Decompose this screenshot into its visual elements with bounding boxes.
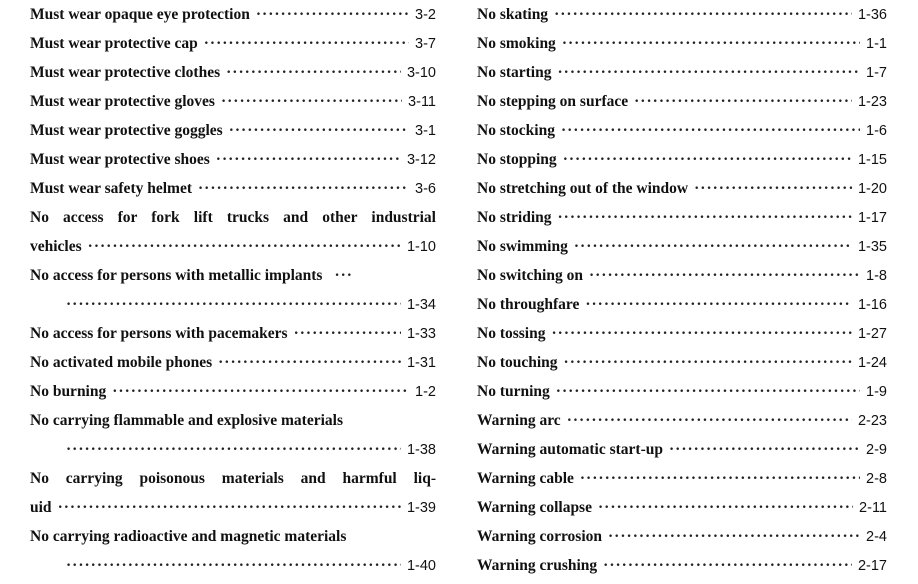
page-reference: 1-34 [406,297,436,313]
index-term: Warning crushing [477,557,598,574]
index-entry [477,435,887,464]
page-reference: 1-17 [857,210,887,226]
page-reference: 2-8 [866,471,887,487]
index-entry [477,116,887,145]
page-reference: 1-31 [406,355,436,371]
dot-leader [561,116,860,145]
dot-leader [564,348,852,377]
index-entry [477,348,887,377]
dot-leader [567,406,852,435]
dot-leader [554,0,852,29]
index-entry [477,319,887,348]
dot-leader [218,348,401,377]
dot-leader [226,58,401,87]
dot-leader [608,522,860,551]
dot-leader [88,232,401,261]
index-entry [477,203,887,232]
dot-leader [294,319,401,348]
index-term: Must wear safety helmet [30,180,192,197]
index-entry [30,116,436,145]
index-term: No stopping [477,151,557,168]
page-reference: 2-23 [857,413,887,429]
index-entry [30,261,436,290]
index-entry [30,319,436,348]
index-term: No stretching out of the window [477,180,689,197]
dot-leader [580,464,860,493]
dot-leader [66,290,401,319]
index-entry [477,0,887,29]
index-term: Warning cable [477,470,574,487]
index-term: No tossing [477,325,546,342]
dot-leader [589,261,860,290]
dot-leader [558,203,852,232]
page-reference: 1-10 [406,239,436,255]
index-entry [30,348,436,377]
dot-leader [551,319,851,348]
index-term: vehicles [30,238,82,255]
index-term: Must wear opaque eye protection [30,6,250,23]
index-term: Must wear protective goggles [30,122,223,139]
index-entry [30,464,436,493]
index-entry [30,174,436,203]
index-entry [30,290,436,319]
dot-leader [221,87,402,116]
index-term: Must wear protective shoes [30,151,210,168]
page-reference: 1-38 [406,442,436,458]
index-term: No access for persons with pacemakers [30,325,288,342]
index-column-right [477,0,887,580]
index-entry [477,261,887,290]
index-term: No stepping on surface [477,93,629,110]
index-term: No carrying flammable and explosive materials [30,412,343,429]
page-reference: 3-6 [415,181,436,197]
dot-leader [563,145,852,174]
page-reference: 1-2 [415,384,436,400]
dot-leader [334,261,353,290]
page-reference: 2-9 [866,442,887,458]
index-entry [477,551,887,580]
index-term: No carrying radioactive and magnetic materials [30,528,347,545]
index-entry [477,58,887,87]
index-term: No skating [477,6,549,23]
page-reference: 3-7 [415,36,436,52]
page-reference: 1-39 [406,500,436,516]
dot-leader [204,29,409,58]
dot-leader [66,551,401,580]
page-reference: 1-16 [857,297,887,313]
index-entry [30,232,436,261]
index-entry [477,87,887,116]
index-term: Warning corrosion [477,528,603,545]
index-term: Warning automatic start-up [477,441,663,458]
dot-leader [694,174,852,203]
index-entry [477,174,887,203]
dot-leader [585,290,852,319]
index-term: Must wear protective clothes [30,64,221,81]
dot-leader [58,493,401,522]
index-term: Warning arc [477,412,561,429]
page-reference: 3-11 [408,94,436,110]
index-term: No smoking [477,35,556,52]
index-term: Warning collapse [477,499,592,516]
dot-leader [216,145,401,174]
page-reference: 1-1 [866,36,887,52]
page-reference: 1-9 [866,384,887,400]
dot-leader [562,29,860,58]
index-entry [477,29,887,58]
index-entry [30,406,436,435]
index-term: No turning [477,383,550,400]
page-reference: 1-20 [857,181,887,197]
page-reference: 1-33 [406,326,436,342]
index-entry [477,493,887,522]
index-entry [30,493,436,522]
index-entry [30,145,436,174]
page-reference: 3-10 [406,65,436,81]
index-entry [477,232,887,261]
index-column-left [30,0,436,580]
index-entry [477,145,887,174]
dot-leader [634,87,852,116]
index-term: Must wear protective gloves [30,93,215,110]
dot-leader [256,0,409,29]
dot-leader [112,377,409,406]
index-term: No starting [477,64,552,81]
dot-leader [198,174,409,203]
page-reference: 1-7 [866,65,887,81]
dot-leader [557,58,860,87]
dot-leader [603,551,852,580]
page-reference: 1-6 [866,123,887,139]
index-term: No striding [477,209,552,226]
dot-leader [229,116,409,145]
index-term: No access for fork lift trucks and other industrial [30,209,436,226]
index-term: No stocking [477,122,555,139]
index-entry [30,522,436,551]
index-term: uid [30,499,52,516]
index-term: No activated mobile phones [30,354,213,371]
dot-leader [574,232,852,261]
index-entry [477,290,887,319]
dot-leader [556,377,860,406]
index-entry [30,58,436,87]
index-entry [30,0,436,29]
index-term: No switching on [477,267,583,284]
index-entry [30,551,436,580]
index-term: No access for persons with metallic implants [30,267,323,284]
page-reference: 1-35 [857,239,887,255]
page-reference: 1-15 [857,152,887,168]
index-entry [477,522,887,551]
page-reference: 1-27 [857,326,887,342]
page-reference: 2-4 [866,529,887,545]
index-term: No carrying poisonous materials and harmful liq- [30,470,436,487]
index-entry [477,406,887,435]
index-entry [30,377,436,406]
index-term: No touching [477,354,558,371]
index-entry [30,29,436,58]
index-term: No burning [30,383,107,400]
dot-leader [66,435,401,464]
page-reference: 2-11 [859,500,887,516]
index-entry [30,203,436,232]
index-entry [477,464,887,493]
page-reference: 3-1 [415,123,436,139]
index-entry [30,87,436,116]
page-reference: 2-17 [857,558,887,574]
page-reference: 3-12 [406,152,436,168]
page-reference: 1-8 [866,268,887,284]
index-term: No throughfare [477,296,580,313]
page-reference: 3-2 [415,7,436,23]
page-reference: 1-24 [857,355,887,371]
page-reference: 1-23 [857,94,887,110]
dot-leader [669,435,860,464]
page-reference: 1-36 [857,7,887,23]
page-reference: 1-40 [406,558,436,574]
index-term: No swimming [477,238,568,255]
index-entry [30,435,436,464]
dot-leader [598,493,853,522]
index-entry [477,377,887,406]
index-term: Must wear protective cap [30,35,198,52]
